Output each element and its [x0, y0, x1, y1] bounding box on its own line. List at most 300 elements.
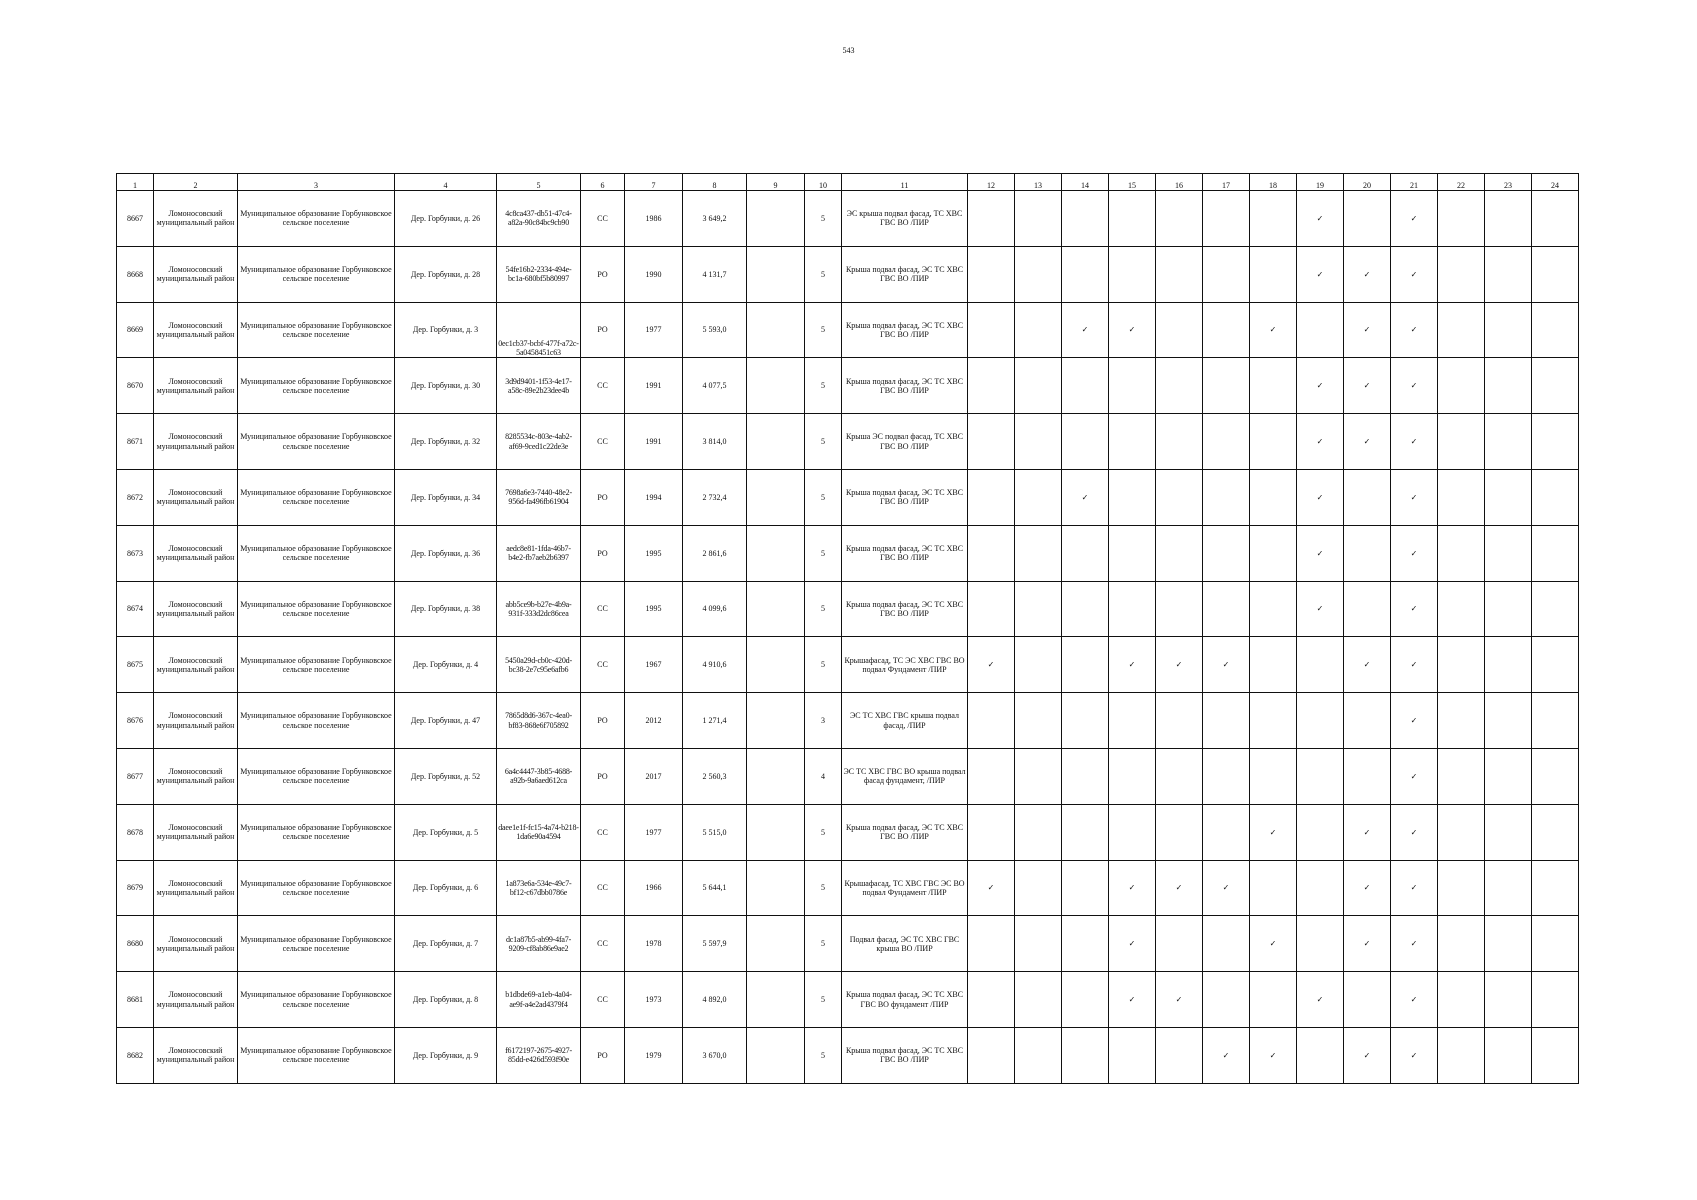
- work-column-14-cell: [1062, 302, 1109, 358]
- work-column-12-cell: [968, 358, 1015, 414]
- check-mark-icon: ✓: [1222, 883, 1230, 893]
- housing-register-table: [116, 173, 1579, 1084]
- column-number-20: 20: [1344, 174, 1391, 191]
- works-cell: Крыша подвал фасад, ЭС ТС ХВС ГВС ВО /ПИР: [842, 804, 968, 860]
- guid-cell: 7698a6e3-7440-48e2-956d-fa496fb61904: [497, 469, 581, 525]
- district-cell: Ломоносовский муниципальный район: [154, 302, 238, 358]
- floors-cell: 5: [805, 414, 842, 470]
- work-column-14-cell: [1062, 191, 1109, 247]
- area-cell: 1 271,4: [683, 693, 747, 749]
- address-cell: Дер. Горбунки, д. 38: [395, 581, 497, 637]
- year-cell: 1966: [625, 860, 683, 916]
- column-number-19: 19: [1297, 174, 1344, 191]
- work-column-15-cell: [1109, 693, 1156, 749]
- work-column-20-cell: [1344, 358, 1391, 414]
- work-column-18-cell: [1250, 358, 1297, 414]
- work-column-19-cell: [1297, 916, 1344, 972]
- column-9-cell: [747, 748, 805, 804]
- year-cell: 1986: [625, 191, 683, 247]
- work-column-22-cell: [1438, 191, 1485, 247]
- work-column-20-cell: [1344, 302, 1391, 358]
- work-column-15-cell: [1109, 581, 1156, 637]
- work-column-18-cell: [1250, 191, 1297, 247]
- work-column-24-cell: [1532, 916, 1579, 972]
- work-column-14-cell: [1062, 1027, 1109, 1083]
- work-column-19-cell: [1297, 693, 1344, 749]
- municipality-cell: Муниципальное образование Горбунковское сельское поселение: [238, 860, 395, 916]
- area-cell: 5 597,9: [683, 916, 747, 972]
- wall-type-cell: РО: [581, 693, 625, 749]
- work-column-15-cell: [1109, 916, 1156, 972]
- district-cell: Ломоносовский муниципальный район: [154, 246, 238, 302]
- work-column-19-cell: [1297, 246, 1344, 302]
- work-column-21-cell: [1391, 302, 1438, 358]
- address-cell: Дер. Горбунки, д. 9: [395, 1027, 497, 1083]
- table-row: [117, 693, 1579, 749]
- work-column-24-cell: [1532, 414, 1579, 470]
- column-number-21: 21: [1391, 174, 1438, 191]
- check-mark-icon: ✓: [1363, 660, 1371, 670]
- check-mark-icon: ✓: [1410, 715, 1418, 725]
- floors-cell: 5: [805, 302, 842, 358]
- check-mark-icon: ✓: [1222, 660, 1230, 670]
- work-column-19-cell: [1297, 748, 1344, 804]
- work-column-20-cell: [1344, 191, 1391, 247]
- municipality-cell: Муниципальное образование Горбунковское сельское поселение: [238, 525, 395, 581]
- check-mark-icon: ✓: [1316, 548, 1324, 558]
- works-cell: Крыша подвал фасад, ЭС ТС ХВС ГВС ВО /ПИР: [842, 469, 968, 525]
- wall-type-cell: РО: [581, 525, 625, 581]
- work-column-21-cell: [1391, 358, 1438, 414]
- work-column-18-cell: [1250, 469, 1297, 525]
- work-column-16-cell: [1156, 302, 1203, 358]
- check-mark-icon: ✓: [1222, 1050, 1230, 1060]
- work-column-21-cell: [1391, 1027, 1438, 1083]
- work-column-20-cell: [1344, 414, 1391, 470]
- work-column-22-cell: [1438, 804, 1485, 860]
- work-column-17-cell: [1203, 525, 1250, 581]
- work-column-14-cell: [1062, 972, 1109, 1028]
- address-cell: Дер. Горбунки, д. 4: [395, 637, 497, 693]
- area-cell: 5 593,0: [683, 302, 747, 358]
- work-column-14-cell: [1062, 246, 1109, 302]
- work-column-18-cell: [1250, 581, 1297, 637]
- area-cell: 4 131,7: [683, 246, 747, 302]
- work-column-13-cell: [1015, 804, 1062, 860]
- table-row: [117, 302, 1579, 358]
- column-number-17: 17: [1203, 174, 1250, 191]
- table-row: [117, 469, 1579, 525]
- work-column-12-cell: [968, 860, 1015, 916]
- wall-type-cell: СС: [581, 358, 625, 414]
- address-cell: Дер. Горбунки, д. 34: [395, 469, 497, 525]
- work-column-23-cell: [1485, 302, 1532, 358]
- column-number-6: 6: [581, 174, 625, 191]
- area-cell: 2 560,3: [683, 748, 747, 804]
- column-9-cell: [747, 581, 805, 637]
- work-column-12-cell: [968, 748, 1015, 804]
- year-cell: 1995: [625, 525, 683, 581]
- works-cell: Крыша подвал фасад, ЭС ТС ХВС ГВС ВО /ПИР: [842, 1027, 968, 1083]
- works-cell: ЭС ТС ХВС ГВС ВО крыша подвал фасад фундамент, /ПИР: [842, 748, 968, 804]
- column-number-9: 9: [747, 174, 805, 191]
- area-cell: 2 861,6: [683, 525, 747, 581]
- table-row: [117, 191, 1579, 247]
- work-column-23-cell: [1485, 637, 1532, 693]
- check-mark-icon: ✓: [1316, 213, 1324, 223]
- work-column-17-cell: [1203, 860, 1250, 916]
- work-column-12-cell: [968, 469, 1015, 525]
- work-column-21-cell: [1391, 860, 1438, 916]
- work-column-16-cell: [1156, 358, 1203, 414]
- work-column-14-cell: [1062, 414, 1109, 470]
- column-number-13: 13: [1015, 174, 1062, 191]
- check-mark-icon: ✓: [1410, 827, 1418, 837]
- district-cell: Ломоносовский муниципальный район: [154, 804, 238, 860]
- work-column-17-cell: [1203, 637, 1250, 693]
- check-mark-icon: ✓: [1410, 213, 1418, 223]
- address-cell: Дер. Горбунки, д. 8: [395, 972, 497, 1028]
- work-column-24-cell: [1532, 358, 1579, 414]
- work-column-17-cell: [1203, 302, 1250, 358]
- work-column-14-cell: [1062, 581, 1109, 637]
- column-9-cell: [747, 804, 805, 860]
- work-column-12-cell: [968, 246, 1015, 302]
- address-cell: Дер. Горбунки, д. 52: [395, 748, 497, 804]
- guid-cell: abb5ce9b-b27e-4b9a-931f-333d2dc86cea: [497, 581, 581, 637]
- year-cell: 1979: [625, 1027, 683, 1083]
- check-mark-icon: ✓: [1363, 269, 1371, 279]
- guid-cell: 4c8ca437-db51-47c4-a82a-90c84bc9cb90: [497, 191, 581, 247]
- check-mark-icon: ✓: [1081, 325, 1089, 335]
- work-column-21-cell: [1391, 525, 1438, 581]
- work-column-17-cell: [1203, 972, 1250, 1028]
- check-mark-icon: ✓: [1269, 939, 1277, 949]
- work-column-23-cell: [1485, 469, 1532, 525]
- work-column-14-cell: [1062, 525, 1109, 581]
- check-mark-icon: ✓: [1410, 381, 1418, 391]
- work-column-23-cell: [1485, 358, 1532, 414]
- district-cell: Ломоносовский муниципальный район: [154, 1027, 238, 1083]
- district-cell: Ломоносовский муниципальный район: [154, 525, 238, 581]
- work-column-24-cell: [1532, 860, 1579, 916]
- table-row: [117, 972, 1579, 1028]
- work-column-13-cell: [1015, 414, 1062, 470]
- work-column-14-cell: [1062, 916, 1109, 972]
- district-cell: Ломоносовский муниципальный район: [154, 637, 238, 693]
- district-cell: Ломоносовский муниципальный район: [154, 191, 238, 247]
- work-column-24-cell: [1532, 748, 1579, 804]
- row-number: 8670: [117, 358, 154, 414]
- guid-cell: 8285534c-803e-4ab2-af69-9ced1c22de3e: [497, 414, 581, 470]
- column-9-cell: [747, 916, 805, 972]
- work-column-19-cell: [1297, 804, 1344, 860]
- guid-cell: 0ec1cb37-bcbf-477f-a72c-5a0458451c63: [497, 302, 581, 358]
- work-column-20-cell: [1344, 637, 1391, 693]
- work-column-20-cell: [1344, 525, 1391, 581]
- column-number-3: 3: [238, 174, 395, 191]
- work-column-20-cell: [1344, 860, 1391, 916]
- row-number: 8678: [117, 804, 154, 860]
- work-column-13-cell: [1015, 916, 1062, 972]
- work-column-24-cell: [1532, 804, 1579, 860]
- floors-cell: 5: [805, 804, 842, 860]
- column-number-22: 22: [1438, 174, 1485, 191]
- floors-cell: 5: [805, 246, 842, 302]
- work-column-15-cell: [1109, 191, 1156, 247]
- works-cell: Крыша подвал фасад, ЭС ТС ХВС ГВС ВО /ПИР: [842, 302, 968, 358]
- column-number-15: 15: [1109, 174, 1156, 191]
- work-column-21-cell: [1391, 191, 1438, 247]
- column-number-1: 1: [117, 174, 154, 191]
- municipality-cell: Муниципальное образование Горбунковское сельское поселение: [238, 748, 395, 804]
- municipality-cell: Муниципальное образование Горбунковское сельское поселение: [238, 246, 395, 302]
- area-cell: 4 910,6: [683, 637, 747, 693]
- work-column-12-cell: [968, 525, 1015, 581]
- work-column-12-cell: [968, 972, 1015, 1028]
- work-column-24-cell: [1532, 191, 1579, 247]
- work-column-23-cell: [1485, 693, 1532, 749]
- work-column-16-cell: [1156, 804, 1203, 860]
- year-cell: 1994: [625, 469, 683, 525]
- work-column-17-cell: [1203, 748, 1250, 804]
- work-column-15-cell: [1109, 246, 1156, 302]
- work-column-22-cell: [1438, 693, 1485, 749]
- column-9-cell: [747, 693, 805, 749]
- year-cell: 1977: [625, 804, 683, 860]
- work-column-17-cell: [1203, 414, 1250, 470]
- work-column-24-cell: [1532, 525, 1579, 581]
- work-column-18-cell: [1250, 637, 1297, 693]
- row-number: 8669: [117, 302, 154, 358]
- year-cell: 1990: [625, 246, 683, 302]
- floors-cell: 5: [805, 191, 842, 247]
- work-column-20-cell: [1344, 916, 1391, 972]
- work-column-20-cell: [1344, 972, 1391, 1028]
- floors-cell: 5: [805, 637, 842, 693]
- check-mark-icon: ✓: [1363, 381, 1371, 391]
- work-column-18-cell: [1250, 748, 1297, 804]
- year-cell: 2012: [625, 693, 683, 749]
- check-mark-icon: ✓: [1269, 827, 1277, 837]
- work-column-22-cell: [1438, 246, 1485, 302]
- column-number-row: [117, 174, 1579, 191]
- work-column-13-cell: [1015, 693, 1062, 749]
- column-9-cell: [747, 414, 805, 470]
- table-row: [117, 358, 1579, 414]
- municipality-cell: Муниципальное образование Горбунковское сельское поселение: [238, 804, 395, 860]
- column-number-8: 8: [683, 174, 747, 191]
- check-mark-icon: ✓: [987, 660, 995, 670]
- work-column-16-cell: [1156, 414, 1203, 470]
- area-cell: 5 644,1: [683, 860, 747, 916]
- row-number: 8679: [117, 860, 154, 916]
- check-mark-icon: ✓: [1175, 660, 1183, 670]
- check-mark-icon: ✓: [1316, 492, 1324, 502]
- work-column-12-cell: [968, 693, 1015, 749]
- work-column-17-cell: [1203, 916, 1250, 972]
- work-column-19-cell: [1297, 1027, 1344, 1083]
- year-cell: 2017: [625, 748, 683, 804]
- municipality-cell: Муниципальное образование Горбунковское сельское поселение: [238, 191, 395, 247]
- work-column-21-cell: [1391, 804, 1438, 860]
- municipality-cell: Муниципальное образование Горбунковское сельское поселение: [238, 581, 395, 637]
- check-mark-icon: ✓: [1128, 883, 1136, 893]
- guid-cell: dc1a87b5-ab99-4fa7-9209-cf8ab86e9ae2: [497, 916, 581, 972]
- work-column-18-cell: [1250, 916, 1297, 972]
- row-number: 8668: [117, 246, 154, 302]
- work-column-22-cell: [1438, 972, 1485, 1028]
- work-column-16-cell: [1156, 246, 1203, 302]
- area-cell: 2 732,4: [683, 469, 747, 525]
- work-column-16-cell: [1156, 916, 1203, 972]
- check-mark-icon: ✓: [1410, 771, 1418, 781]
- work-column-17-cell: [1203, 804, 1250, 860]
- work-column-22-cell: [1438, 302, 1485, 358]
- column-number-5: 5: [497, 174, 581, 191]
- address-cell: Дер. Горбунки, д. 6: [395, 860, 497, 916]
- address-cell: Дер. Горбунки, д. 30: [395, 358, 497, 414]
- table-row: [117, 581, 1579, 637]
- works-cell: ЭС ТС ХВС ГВС крыша подвал фасад, /ПИР: [842, 693, 968, 749]
- municipality-cell: Муниципальное образование Горбунковское сельское поселение: [238, 916, 395, 972]
- work-column-13-cell: [1015, 1027, 1062, 1083]
- works-cell: Крыша ЭС подвал фасад, ТС ХВС ГВС ВО /ПИР: [842, 414, 968, 470]
- guid-cell: f6172197-2675-4927-85dd-e426d593f90e: [497, 1027, 581, 1083]
- work-column-18-cell: [1250, 525, 1297, 581]
- work-column-23-cell: [1485, 916, 1532, 972]
- address-cell: Дер. Горбунки, д. 26: [395, 191, 497, 247]
- work-column-18-cell: [1250, 302, 1297, 358]
- work-column-22-cell: [1438, 916, 1485, 972]
- work-column-20-cell: [1344, 1027, 1391, 1083]
- guid-cell: 7865d8d6-367c-4ea0-bf83-868e6f705892: [497, 693, 581, 749]
- works-cell: Крыша подвал фасад, ЭС ТС ХВС ГВС ВО /ПИР: [842, 525, 968, 581]
- work-column-23-cell: [1485, 972, 1532, 1028]
- work-column-12-cell: [968, 916, 1015, 972]
- check-mark-icon: ✓: [1410, 325, 1418, 335]
- work-column-16-cell: [1156, 469, 1203, 525]
- work-column-21-cell: [1391, 693, 1438, 749]
- work-column-18-cell: [1250, 860, 1297, 916]
- work-column-12-cell: [968, 302, 1015, 358]
- work-column-20-cell: [1344, 246, 1391, 302]
- column-number-16: 16: [1156, 174, 1203, 191]
- guid-cell: 3d9d9401-1f53-4e17-a58c-89e2b23dee4b: [497, 358, 581, 414]
- work-column-23-cell: [1485, 525, 1532, 581]
- work-column-12-cell: [968, 191, 1015, 247]
- work-column-13-cell: [1015, 581, 1062, 637]
- work-column-15-cell: [1109, 972, 1156, 1028]
- check-mark-icon: ✓: [1316, 381, 1324, 391]
- work-column-24-cell: [1532, 972, 1579, 1028]
- works-cell: Крыша подвал фасад, ЭС ТС ХВС ГВС ВО /ПИР: [842, 246, 968, 302]
- column-9-cell: [747, 191, 805, 247]
- check-mark-icon: ✓: [1316, 604, 1324, 614]
- work-column-18-cell: [1250, 1027, 1297, 1083]
- address-cell: Дер. Горбунки, д. 7: [395, 916, 497, 972]
- row-number: 8680: [117, 916, 154, 972]
- check-mark-icon: ✓: [1410, 492, 1418, 502]
- work-column-21-cell: [1391, 469, 1438, 525]
- work-column-17-cell: [1203, 469, 1250, 525]
- area-cell: 4 099,6: [683, 581, 747, 637]
- wall-type-cell: РО: [581, 1027, 625, 1083]
- municipality-cell: Муниципальное образование Горбунковское сельское поселение: [238, 302, 395, 358]
- check-mark-icon: ✓: [1316, 436, 1324, 446]
- floors-cell: 5: [805, 860, 842, 916]
- wall-type-cell: СС: [581, 581, 625, 637]
- work-column-15-cell: [1109, 748, 1156, 804]
- works-cell: Крышафасад, ТС ХВС ГВС ЭС ВО подвал Фундамент /ПИР: [842, 860, 968, 916]
- column-9-cell: [747, 302, 805, 358]
- work-column-19-cell: [1297, 414, 1344, 470]
- row-number: 8673: [117, 525, 154, 581]
- table-row: [117, 748, 1579, 804]
- check-mark-icon: ✓: [1175, 883, 1183, 893]
- page-number: 543: [842, 46, 855, 55]
- column-number-4: 4: [395, 174, 497, 191]
- work-column-17-cell: [1203, 246, 1250, 302]
- check-mark-icon: ✓: [1363, 325, 1371, 335]
- row-number: 8674: [117, 581, 154, 637]
- guid-cell: 1a873e6a-534e-49c7-bf12-c67dbb0786e: [497, 860, 581, 916]
- work-column-24-cell: [1532, 637, 1579, 693]
- work-column-22-cell: [1438, 414, 1485, 470]
- area-cell: 3 670,0: [683, 1027, 747, 1083]
- floors-cell: 3: [805, 693, 842, 749]
- work-column-21-cell: [1391, 581, 1438, 637]
- work-column-19-cell: [1297, 637, 1344, 693]
- work-column-13-cell: [1015, 525, 1062, 581]
- work-column-21-cell: [1391, 637, 1438, 693]
- check-mark-icon: ✓: [1410, 994, 1418, 1004]
- check-mark-icon: ✓: [1363, 827, 1371, 837]
- work-column-22-cell: [1438, 358, 1485, 414]
- work-column-17-cell: [1203, 358, 1250, 414]
- check-mark-icon: ✓: [1128, 325, 1136, 335]
- check-mark-icon: ✓: [1410, 436, 1418, 446]
- work-column-21-cell: [1391, 748, 1438, 804]
- check-mark-icon: ✓: [1363, 939, 1371, 949]
- check-mark-icon: ✓: [1316, 994, 1324, 1004]
- check-mark-icon: ✓: [1410, 548, 1418, 558]
- guid-cell: aedc8e81-1fda-46b7-b4e2-fb7aeb2b6397: [497, 525, 581, 581]
- work-column-23-cell: [1485, 804, 1532, 860]
- district-cell: Ломоносовский муниципальный район: [154, 581, 238, 637]
- guid-cell: 54fe16b2-2334-494e-bc1a-680bf5b80997: [497, 246, 581, 302]
- work-column-24-cell: [1532, 469, 1579, 525]
- check-mark-icon: ✓: [1128, 939, 1136, 949]
- row-number: 8682: [117, 1027, 154, 1083]
- work-column-16-cell: [1156, 581, 1203, 637]
- works-cell: Подвал фасад, ЭС ТС ХВС ГВС крыша ВО /ПИР: [842, 916, 968, 972]
- work-column-22-cell: [1438, 469, 1485, 525]
- work-column-15-cell: [1109, 804, 1156, 860]
- work-column-20-cell: [1344, 748, 1391, 804]
- work-column-14-cell: [1062, 469, 1109, 525]
- work-column-19-cell: [1297, 191, 1344, 247]
- column-9-cell: [747, 358, 805, 414]
- work-column-19-cell: [1297, 972, 1344, 1028]
- district-cell: Ломоносовский муниципальный район: [154, 860, 238, 916]
- work-column-20-cell: [1344, 693, 1391, 749]
- work-column-12-cell: [968, 581, 1015, 637]
- works-cell: Крыша подвал фасад, ЭС ТС ХВС ГВС ВО фундамент /ПИР: [842, 972, 968, 1028]
- work-column-22-cell: [1438, 637, 1485, 693]
- work-column-24-cell: [1532, 1027, 1579, 1083]
- column-number-2: 2: [154, 174, 238, 191]
